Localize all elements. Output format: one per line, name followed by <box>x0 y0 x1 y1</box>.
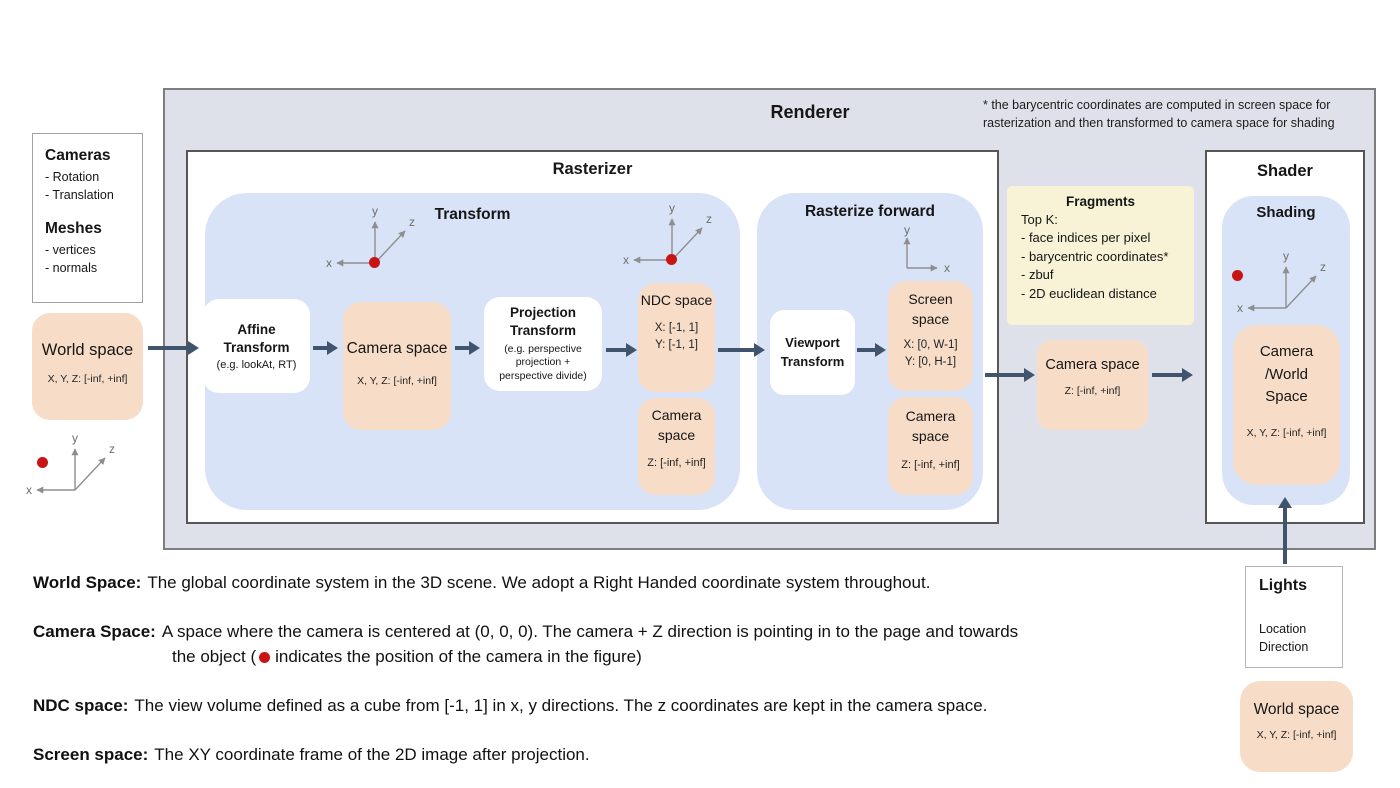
ndc-range-x: X: [-1, 1] <box>654 321 699 334</box>
axis-label-y: y <box>669 202 675 215</box>
cameras-title: Cameras <box>45 147 111 164</box>
definition-term: NDC space: <box>33 696 129 715</box>
definition-ndc-space <box>33 696 987 716</box>
arrow-world-to-renderer <box>148 346 188 350</box>
camera-space-box-ndc <box>638 398 715 495</box>
axis-label-x: x <box>26 483 32 497</box>
definition-text: The global coordinate system in the 3D scene. We adopt a Right Handed coordinate system throughout. <box>147 573 931 592</box>
world-space-range: X, Y, Z: [-inf, +inf] <box>1256 729 1337 741</box>
projection-transform-title: Projection Transform <box>509 305 577 339</box>
renderer-title: Renderer <box>770 102 850 122</box>
definition-text: The XY coordinate frame of the 2D image after projection. <box>154 745 590 764</box>
lights-box <box>1245 566 1343 668</box>
transform-title: Transform <box>434 206 511 223</box>
cameras-item: - Rotation <box>45 170 100 184</box>
fragments-line: - face indices per pixel <box>1021 230 1151 246</box>
definition-text: A space where the camera is centered at (0, 0, 0). The camera + Z direction is pointing in to the page and towards <box>161 622 1019 641</box>
axis-diagram-world-left <box>19 432 119 504</box>
camera-space-box-transform <box>343 302 451 430</box>
fragments-line: - 2D euclidean distance <box>1021 285 1157 301</box>
fragments-box <box>1007 186 1194 325</box>
axis-label-x: x <box>1237 301 1243 315</box>
definition-screen-space <box>33 745 590 765</box>
fragments-line: Top K: <box>1021 212 1058 227</box>
axis-diagram-shading <box>1230 250 1330 322</box>
rasterizer-title: Rasterizer <box>552 160 633 178</box>
camera-world-space-range: X, Y, Z: [-inf, +inf] <box>1246 426 1327 439</box>
camera-space-title: Camera space <box>346 340 448 357</box>
world-space-range: X, Y, Z: [-inf, +inf] <box>47 373 128 385</box>
ndc-space-box <box>638 283 715 392</box>
meshes-item: - vertices <box>45 243 96 258</box>
axis-diagram-transform-ndc <box>616 202 716 274</box>
camera-world-space-title <box>1233 341 1340 409</box>
projection-transform-subtitle: (e.g. perspective projection + perspective divide) <box>499 342 587 382</box>
camera-space-title: Camera space <box>905 408 956 444</box>
camera-world-line: Space <box>1265 388 1308 405</box>
arrow-projection-to-ndc <box>606 348 626 352</box>
arrow-lights-to-shading <box>1283 508 1287 564</box>
definition-term: World Space: <box>33 573 142 592</box>
camera-space-range: Z: [-inf, +inf] <box>647 457 706 470</box>
definition-text: indicates the position of the camera in the figure) <box>275 647 642 666</box>
rasterize-forward-title: Rasterize forward <box>804 203 936 220</box>
ndc-space-ranges <box>638 320 715 355</box>
axis-label-y: y <box>72 432 78 445</box>
camera-space-title: Camera space <box>1045 357 1140 373</box>
axis-diagram-screen-2d <box>889 226 954 278</box>
note-line-1: * the barycentric coordinates are computed in screen space for <box>983 98 1331 112</box>
axis-label-y: y <box>372 205 378 218</box>
viewport-transform-title: Viewport Transform <box>780 335 845 369</box>
arrow-camera-to-shader <box>1152 373 1182 377</box>
axis-label-x: x <box>944 261 950 275</box>
camera-position-dot <box>369 257 380 268</box>
axis-label-y: y <box>1283 250 1289 263</box>
affine-transform-title: Affine Transform <box>223 321 290 355</box>
screen-range-x: X: [0, W-1] <box>903 339 958 352</box>
meshes-title: Meshes <box>45 220 102 238</box>
arrow-rasterizer-to-camera <box>985 373 1024 377</box>
screen-space-ranges <box>888 337 973 372</box>
shading-title: Shading <box>1256 204 1316 221</box>
definition-camera-space-line2 <box>172 647 642 667</box>
arrow-viewport-to-screen <box>857 348 875 352</box>
arrow-camera-to-projection <box>455 346 469 350</box>
barycentric-note <box>983 97 1373 133</box>
camera-world-line: /World <box>1264 365 1309 383</box>
shader-title: Shader <box>1257 162 1313 180</box>
camera-world-line: Camera <box>1259 343 1314 360</box>
camera-position-dot <box>1232 270 1243 281</box>
arrow-ndc-to-viewport <box>718 348 754 352</box>
camera-space-range: Z: [-inf, +inf] <box>901 459 960 472</box>
definition-world-space <box>33 573 930 593</box>
viewport-transform-node <box>770 310 855 395</box>
camera-space-range: Z: [-inf, +inf] <box>1064 385 1121 397</box>
camera-position-dot <box>37 457 48 468</box>
definition-text: The view volume defined as a cube from [-1, 1] in x, y directions. The z coordinates are kept in the camera space. <box>134 696 988 715</box>
lights-title: Lights <box>1259 577 1307 594</box>
lights-item: Direction <box>1259 639 1309 654</box>
cameras-item: - Translation <box>45 188 114 203</box>
axis-label-z: z <box>409 215 415 229</box>
affine-transform-subtitle: (e.g. lookAt, RT) <box>216 359 297 372</box>
arrow-affine-to-camera <box>313 346 327 350</box>
camera-dot-legend-icon <box>259 652 270 663</box>
screen-space-title: Screen space <box>908 291 953 327</box>
axis-label-z: z <box>706 212 712 226</box>
camera-position-dot <box>666 254 677 265</box>
camera-world-space-box <box>1233 325 1340 485</box>
definition-term: Camera Space: <box>33 622 156 641</box>
definition-camera-space-line1 <box>33 622 1018 642</box>
axis-label-y: y <box>904 226 910 237</box>
screen-space-box <box>888 281 973 391</box>
cameras-meshes-box <box>32 133 143 303</box>
projection-transform-node <box>484 297 602 391</box>
ndc-range-y: Y: [-1, 1] <box>655 338 698 351</box>
lights-items <box>1259 621 1342 656</box>
world-space-box-left <box>32 313 143 420</box>
definition-text: the object ( <box>172 647 257 666</box>
screen-range-y: Y: [0, H-1] <box>904 356 957 369</box>
world-space-box-lights <box>1240 681 1353 772</box>
axis-diagram-transform-world <box>319 205 419 277</box>
fragments-line: - zbuf <box>1021 267 1054 283</box>
world-space-title: World space <box>1253 701 1340 718</box>
axis-label-z: z <box>109 442 115 456</box>
meshes-item: - normals <box>45 261 98 276</box>
camera-space-range: X, Y, Z: [-inf, +inf] <box>357 375 437 387</box>
camera-space-box-screen <box>888 397 973 495</box>
axis-label-x: x <box>623 253 629 267</box>
ndc-space-title: NDC space <box>640 292 713 308</box>
axis-label-x: x <box>326 256 332 270</box>
definition-term: Screen space: <box>33 745 149 764</box>
axis-label-z: z <box>1320 260 1326 274</box>
note-line-2: rasterization and then transformed to camera space for shading <box>983 115 1335 130</box>
camera-space-title: Camera space <box>651 407 702 443</box>
fragments-title: Fragments <box>1065 194 1136 209</box>
affine-transform-node <box>203 299 310 393</box>
world-space-title: World space <box>41 341 134 359</box>
lights-item: Location <box>1259 622 1307 636</box>
fragments-list <box>1021 211 1180 303</box>
camera-space-box-out <box>1037 340 1148 430</box>
fragments-line: - barycentric coordinates* <box>1021 248 1169 264</box>
